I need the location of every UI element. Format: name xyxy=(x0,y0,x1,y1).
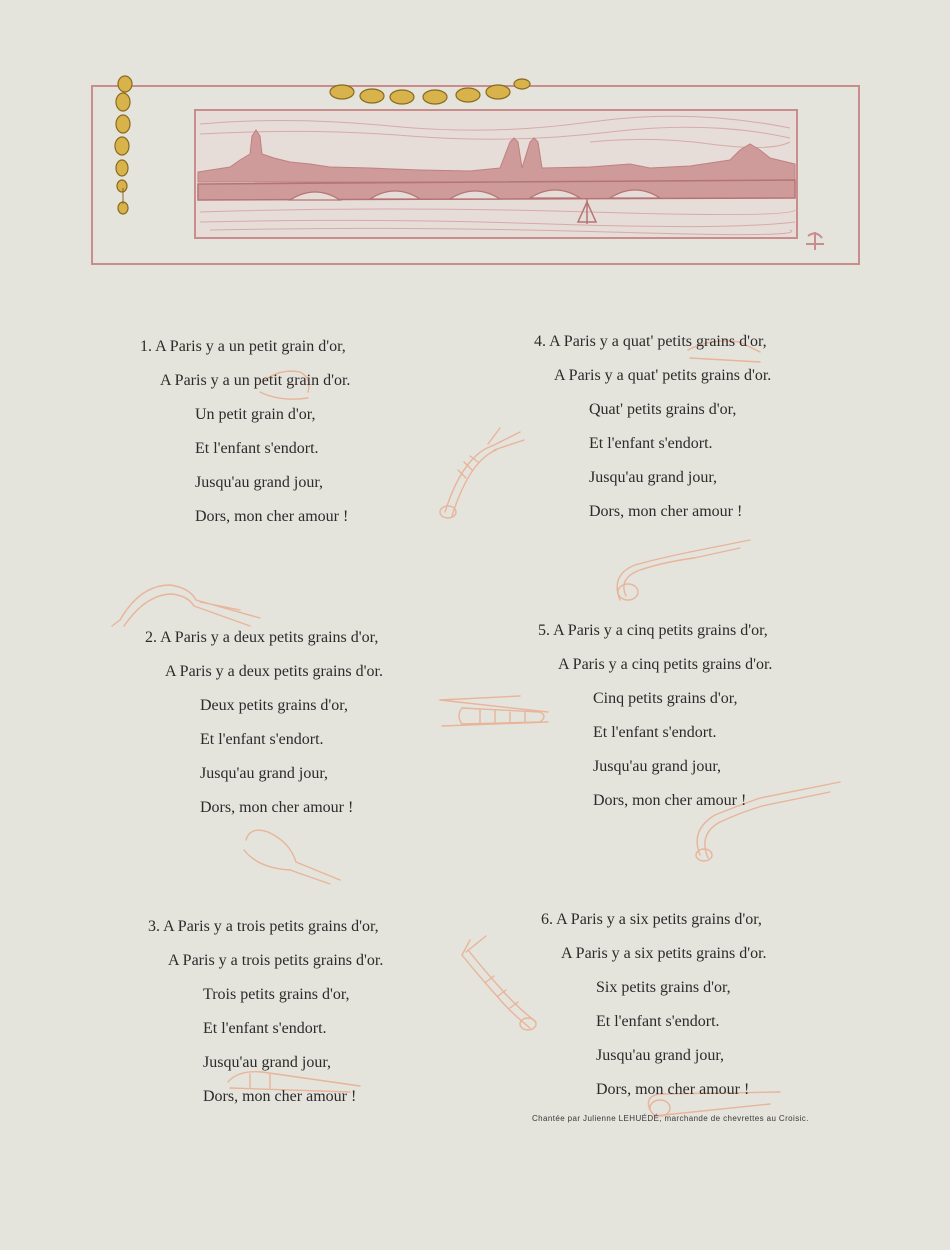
verse-line: 1. A Paris y a un petit grain d'or, xyxy=(140,338,346,355)
shrimp-icon xyxy=(112,585,260,626)
banner-illustration xyxy=(90,72,865,272)
gold-beads xyxy=(330,79,530,104)
verse-5 xyxy=(538,614,868,818)
verse-line: Dors, mon cher amour ! xyxy=(593,792,747,809)
verse-line: Six petits grains d'or, xyxy=(596,979,731,996)
verse-line: 2. A Paris y a deux petits grains d'or, xyxy=(145,629,379,646)
verse-line: 5. A Paris y a cinq petits grains d'or, xyxy=(538,622,768,639)
verse-line: Et l'enfant s'endort. xyxy=(195,440,319,457)
verse-line: Jusqu'au grand jour, xyxy=(203,1054,331,1071)
verse-2 xyxy=(145,621,475,825)
verse-line: Jusqu'au grand jour, xyxy=(593,758,721,775)
verse-line: Un petit grain d'or, xyxy=(195,406,316,423)
verse-line: Dors, mon cher amour ! xyxy=(200,799,354,816)
verse-line: A Paris y a six petits grains d'or. xyxy=(561,945,767,962)
verse-line: A Paris y a un petit grain d'or. xyxy=(160,372,351,389)
singer-credit: Chantée par Julienne LEHUÉDÉ, marchande de chevrettes au Croisic. xyxy=(532,1114,809,1123)
verse-line: Jusqu'au grand jour, xyxy=(200,765,328,782)
verse-line: Jusqu'au grand jour, xyxy=(596,1047,724,1064)
verse-line: Trois petits grains d'or, xyxy=(203,986,350,1003)
verse-line: Jusqu'au grand jour, xyxy=(195,474,323,491)
verse-line: A Paris y a cinq petits grains d'or. xyxy=(558,656,773,673)
verse-line: Cinq petits grains d'or, xyxy=(593,690,738,707)
verse-line: Dors, mon cher amour ! xyxy=(589,503,743,520)
artist-monogram-icon xyxy=(806,232,824,250)
verse-line: A Paris y a quat' petits grains d'or. xyxy=(554,367,772,384)
shrimp-icon xyxy=(617,540,750,600)
verse-line: Et l'enfant s'endort. xyxy=(596,1013,720,1030)
verse-4 xyxy=(534,325,864,529)
verse-line: A Paris y a trois petits grains d'or. xyxy=(168,952,384,969)
verse-line: Et l'enfant s'endort. xyxy=(589,435,713,452)
verse-line: Dors, mon cher amour ! xyxy=(195,508,349,525)
verse-line: Dors, mon cher amour ! xyxy=(596,1081,750,1098)
verse-line: 6. A Paris y a six petits grains d'or, xyxy=(541,911,762,928)
verse-line: 4. A Paris y a quat' petits grains d'or, xyxy=(534,333,767,350)
shrimp-icon xyxy=(244,830,340,884)
verse-line: Et l'enfant s'endort. xyxy=(593,724,717,741)
verse-line: Et l'enfant s'endort. xyxy=(200,731,324,748)
verse-line: Quat' petits grains d'or, xyxy=(589,401,737,418)
verse-line: Deux petits grains d'or, xyxy=(200,697,348,714)
verse-line: Et l'enfant s'endort. xyxy=(203,1020,327,1037)
verse-1 xyxy=(140,330,470,534)
verse-line: Jusqu'au grand jour, xyxy=(589,469,717,486)
verse-6 xyxy=(541,903,871,1107)
verse-3 xyxy=(148,910,478,1114)
verse-line: 3. A Paris y a trois petits grains d'or, xyxy=(148,918,379,935)
verse-line: Dors, mon cher amour ! xyxy=(203,1088,357,1105)
verse-line: A Paris y a deux petits grains d'or. xyxy=(165,663,383,680)
